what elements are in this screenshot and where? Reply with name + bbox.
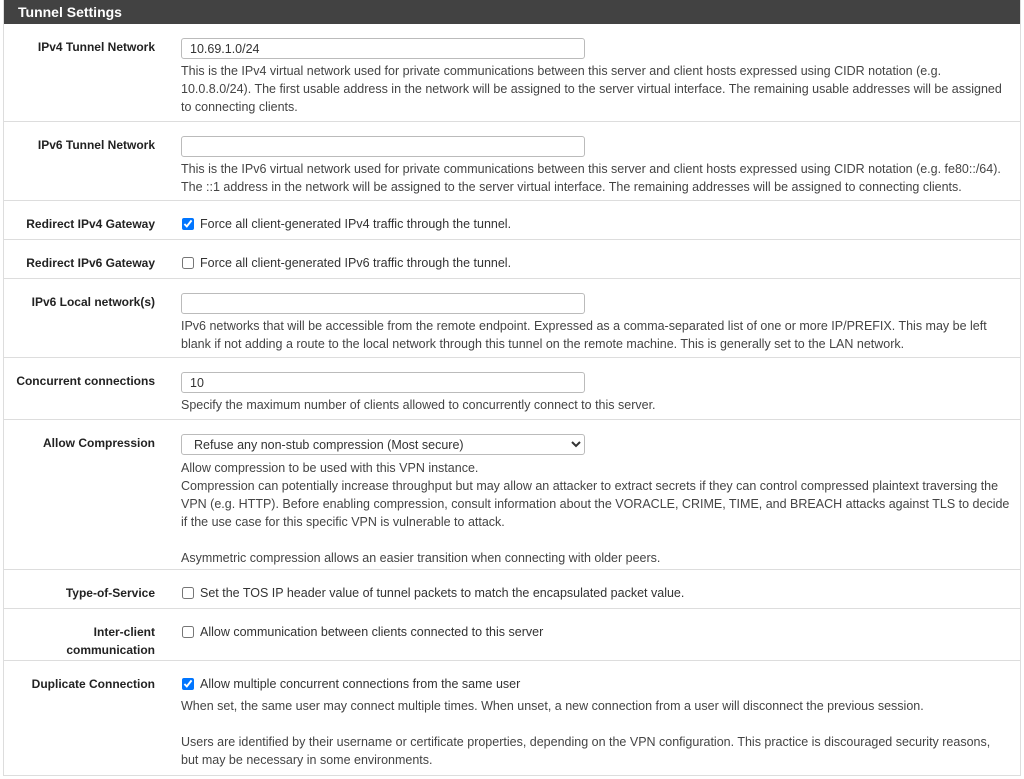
row-type-of-service xyxy=(4,570,1020,609)
duplicate-connection-checkbox[interactable] xyxy=(182,678,194,690)
row-redirect-ipv6 xyxy=(4,240,1020,279)
row-ipv6-local-networks xyxy=(4,279,1020,358)
checkbox-label: Force all client-generated IPv6 traffic through the tunnel. xyxy=(200,256,512,270)
help-text: Asymmetric compression allows an easier transition when connecting with older peers. xyxy=(181,551,661,565)
label: Redirect IPv6 Gateway xyxy=(26,256,155,270)
row-inter-client xyxy=(4,609,1020,661)
panel-title: Tunnel Settings xyxy=(4,0,1020,24)
tos-checkbox[interactable] xyxy=(182,587,194,599)
label: IPv6 Tunnel Network xyxy=(37,138,155,152)
concurrent-connections-input[interactable] xyxy=(181,372,585,393)
help-text: This is the IPv6 virtual network used for private communications between this server and client hosts expressed using CIDR notation (e.g. fe80::/64). The ::1 address in the network will be assigned to the server virtual interface. The remaining addresses will be assigned to connecting clients. xyxy=(181,162,1001,194)
redirect-ipv4-checkbox[interactable] xyxy=(182,218,194,230)
label: IPv4 Tunnel Network xyxy=(37,40,155,54)
help-text: IPv6 networks that will be accessible from the remote endpoint. Expressed as a comma-separated list of one or more IP/PREFIX. This may be left blank if not adding a route to the local network through this tunnel on the remote machine. This is generally set to the LAN network. xyxy=(181,319,987,351)
redirect-ipv6-checkbox[interactable] xyxy=(182,257,194,269)
allow-compression-select[interactable] xyxy=(181,434,585,455)
label: Redirect IPv4 Gateway xyxy=(26,217,155,231)
label: Type-of-Service xyxy=(65,586,155,600)
ipv6-local-networks-input[interactable] xyxy=(181,293,585,314)
label: IPv6 Local network(s) xyxy=(31,295,155,309)
label: Inter-client communication xyxy=(66,625,155,657)
ipv4-tunnel-network-input[interactable] xyxy=(181,38,585,59)
ipv6-tunnel-network-input[interactable] xyxy=(181,136,585,157)
tunnel-settings-panel xyxy=(3,0,1021,776)
help-text: Users are identified by their username or certificate properties, depending on the VPN configuration. This practice is discouraged security reasons, but may be necessary in some environments. xyxy=(181,735,991,767)
row-concurrent-connections xyxy=(4,358,1020,420)
row-allow-compression xyxy=(4,420,1020,570)
checkbox-label: Allow communication between clients connected to this server xyxy=(200,625,544,639)
checkbox-label: Force all client-generated IPv4 traffic through the tunnel. xyxy=(200,217,512,231)
help-text: When set, the same user may connect multiple times. When unset, a new connection from a user will disconnect the previous session. xyxy=(181,699,924,713)
help-text: Compression can potentially increase throughput but may allow an attacker to extract secrets if they can control compressed plaintext traversing the VPN (e.g. HTTP). Before enabling compression, consult information about the VORACLE, CRIME, TIME, and BREACH attacks against TLS to decide if the use case for this specific VPN is vulnerable to attack. xyxy=(181,479,1010,529)
row-ipv4-tunnel-network xyxy=(4,24,1020,122)
checkbox-label: Allow multiple concurrent connections from the same user xyxy=(200,677,521,691)
help-text: Allow compression to be used with this VPN instance. xyxy=(181,461,479,475)
row-ipv6-tunnel-network xyxy=(4,122,1020,201)
label: Concurrent connections xyxy=(16,374,155,388)
label: Duplicate Connection xyxy=(31,677,155,691)
inter-client-checkbox[interactable] xyxy=(182,626,194,638)
row-redirect-ipv4 xyxy=(4,201,1020,240)
checkbox-label: Set the TOS IP header value of tunnel packets to match the encapsulated packet value. xyxy=(200,586,685,600)
help-text: This is the IPv4 virtual network used for private communications between this server and client hosts expressed using CIDR notation (e.g. 10.0.8.0/24). The first usable address in the network will be assigned to the server virtual interface. The remaining usable addresses will be assigned to connecting clients. xyxy=(181,64,1002,114)
label: Allow Compression xyxy=(42,436,155,450)
row-duplicate-connection xyxy=(4,661,1020,775)
help-text: Specify the maximum number of clients allowed to concurrently connect to this server. xyxy=(181,398,656,412)
